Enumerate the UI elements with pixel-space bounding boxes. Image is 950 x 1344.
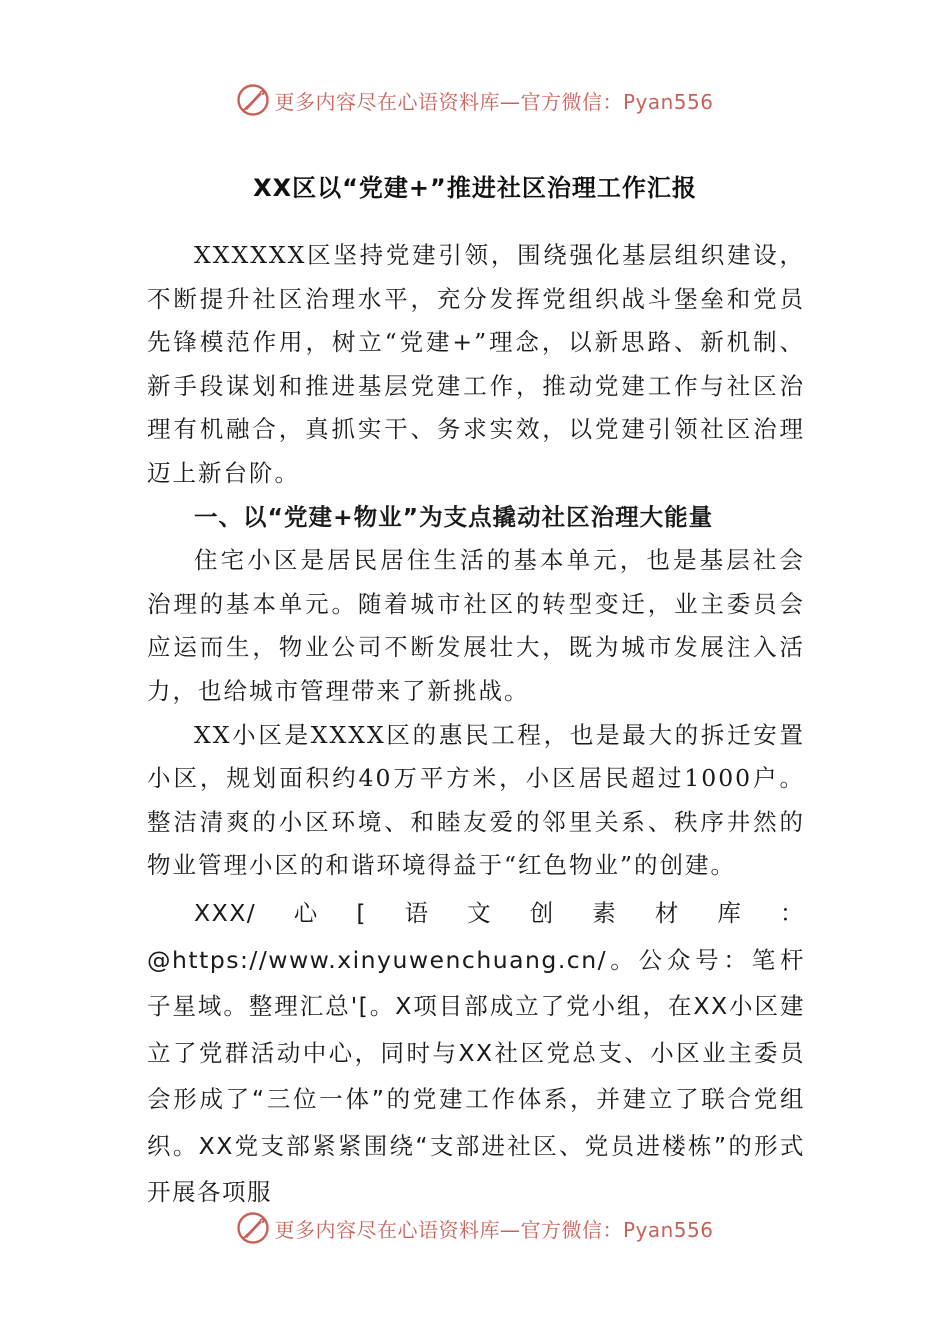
footer-watermark (0, 1208, 950, 1248)
watermark-text: 更多内容尽在心语资料库—官方微信：Pyan556 (274, 89, 714, 114)
header-watermark (0, 80, 950, 120)
body-paragraph: XX小区是XXXX区的惠民工程，也是最大的拆迁安置小区，规划面积约40万平方米，小区居民超过1000户。整洁清爽的小区环境、和睦友爱的邻里关系、秩序井然的物业管理小区的和谐环境得益于“红色物业”的创建。 (147, 720, 805, 880)
document-body (147, 234, 805, 1216)
watermark-text: 更多内容尽在心语资料库—官方微信：Pyan556 (274, 1217, 714, 1242)
pen-feather-icon (236, 1211, 270, 1245)
body-paragraph: 住宅小区是居民居住生活的基本单元，也是基层社会治理的基本单元。随着城市社区的转型变迁，业主委员会应运而生，物业公司不断发展壮大，既为城市发展注入活力，也给城市管理带来了新挑战。 (147, 546, 805, 705)
document-title: XX区以“党建+”推进社区治理工作汇报 (253, 174, 697, 202)
body-paragraph: XXX/心[语文创素材库：@https://www.xinyuwenchuang.cn/。公众号：笔杆子星域。整理汇总'[。X项目部成立了党小组，在XX小区建立了党群活动中心，同时与XX社区党总支、小区业主委员会形成了“三位一体”的党建工作体系，并建立了联合党组织。XX党支部紧紧围绕“支部进社区、党员进楼栋”的形式开展各项服 (147, 898, 805, 1207)
pen-feather-icon (236, 83, 270, 117)
intro-paragraph: XXXXXX区坚持党建引领，围绕强化基层组织建设，不断提升社区治理水平，充分发挥党组织战斗堡垒和党员先锋模范作用，树立“党建+”理念，以新思路、新机制、新手段谋划和推进基层党建工作，推动党建工作与社区治理有机融合，真抓实干、务求实效，以党建引领社区治理迈上新台阶。 (147, 241, 805, 487)
section-heading: 一、以“党建+物业”为支点撬动社区治理大能量 (194, 502, 714, 531)
